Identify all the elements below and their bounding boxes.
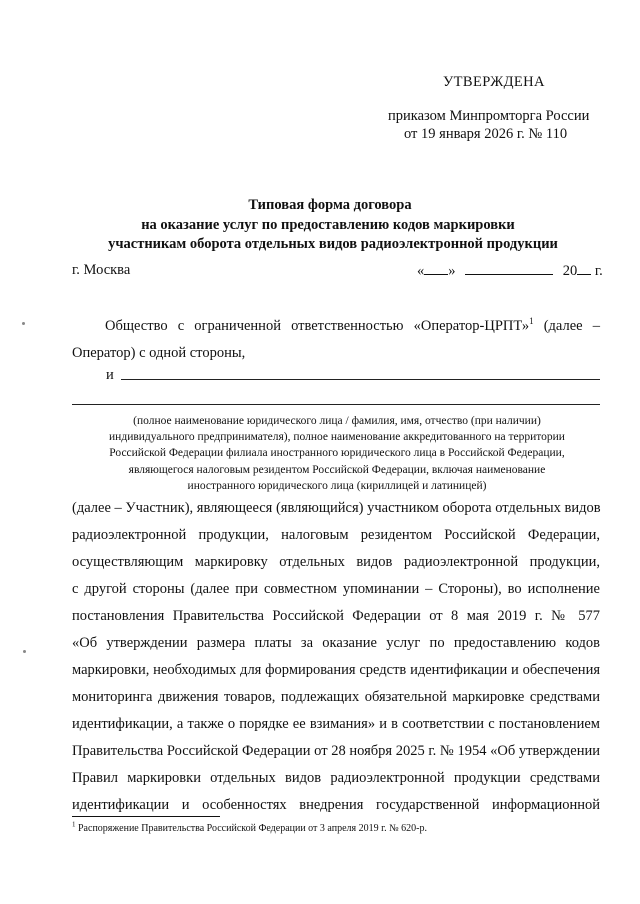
approval-date-line: от 19 января 2026 г. № 110	[404, 126, 568, 142]
year-prefix: 20	[562, 263, 578, 279]
body-line: Правительства Российской Федерации от 28 ноября 2025 г. № 1954 «Об утверждении	[72, 743, 600, 759]
hint-line: (полное наименование юридического лица / фамилия, имя, отчество (при наличии)	[133, 415, 541, 427]
hint-line: иностранного юридического лица (кириллицей и латиницей)	[187, 479, 487, 492]
body-line: идентификации, а также о порядке ее взимания» и в соответствии с постановлением	[72, 716, 600, 732]
approval-order-line: приказом Минпромторга России	[388, 108, 590, 124]
body-line: «Об утверждении размера платы за оказание услуг по предоставлению кодов	[72, 635, 600, 651]
scan-speck	[22, 322, 25, 325]
body-line: идентификации и особенностях внедрения государственной информационной	[72, 797, 600, 813]
title-line: участникам оборота отдельных видов радиоэлектронной продукции	[108, 236, 558, 252]
intro-first-line	[72, 313, 600, 340]
body-line: осуществляющим маркировку отдельных видов радиоэлектронной продукции,	[72, 554, 600, 570]
footnote-number: 1	[72, 820, 76, 829]
title-line: Типовая форма договора	[248, 197, 412, 213]
footnote-reference: 1	[529, 316, 534, 327]
body-line: с другой стороны (далее при совместном упоминании – Стороны), во исполнение	[72, 581, 600, 597]
intro-second-line: Оператор) с одной стороны,	[72, 345, 246, 361]
intro-text: Общество с ограниченной ответственностью «Оператор-ЦРПТ»	[105, 318, 530, 334]
body-line: (далее – Участник), являющееся (являющийся) участником оборота отдельных видов	[72, 500, 601, 516]
counterparty-blank-line-2	[72, 404, 600, 405]
counterparty-hint	[92, 413, 582, 494]
hint-line: являющегося налоговым резидентом Российской Федерации, включая наименование	[128, 463, 546, 476]
document-title	[0, 196, 640, 255]
footnote	[72, 820, 427, 834]
body-line: мониторинга движения товаров, подлежащих обязательной маркировке средствами	[72, 689, 600, 705]
body-paragraph	[72, 495, 600, 819]
contract-date-blank	[417, 262, 603, 280]
approval-block	[0, 0, 640, 150]
date-close-quote: »	[448, 263, 456, 279]
contract-place: г. Москва	[72, 262, 131, 278]
body-line: маркировки, необходимых для формирования средств идентификации и обеспечения	[72, 662, 600, 678]
footnote-separator	[72, 816, 220, 817]
year-suffix: г.	[591, 263, 603, 279]
date-open-quote: «	[417, 263, 425, 279]
hint-line: индивидуального предпринимателя), полное наименование аккредитованного на территории	[109, 431, 565, 444]
year-blank	[577, 262, 591, 275]
scan-speck	[23, 650, 26, 653]
approval-heading: УТВЕРЖДЕНА	[443, 74, 545, 90]
month-blank	[465, 262, 553, 275]
title-line: на оказание услуг по предоставлению кодов маркировки	[141, 216, 515, 233]
body-line: радиоэлектронной продукции, налоговым резидентом Российской Федерации,	[72, 527, 600, 543]
and-label: и	[106, 367, 114, 383]
hint-line: Российской Федерации филиала иностранного юридического лица в Российской Федерации,	[109, 447, 565, 460]
body-line: Правил маркировки отдельных видов радиоэлектронной продукции средствами	[72, 770, 600, 786]
intro-paragraph	[72, 313, 600, 367]
footnote-text: Распоряжение Правительства Российской Федерации от 3 апреля 2019 г. № 620-р.	[75, 823, 427, 834]
body-line: постановления Правительства Российской Федерации от 8 мая 2019 г. № 577	[72, 608, 600, 624]
day-blank	[424, 262, 448, 275]
intro-after-ref: (далее –	[533, 318, 600, 334]
counterparty-blank-line	[121, 379, 600, 380]
